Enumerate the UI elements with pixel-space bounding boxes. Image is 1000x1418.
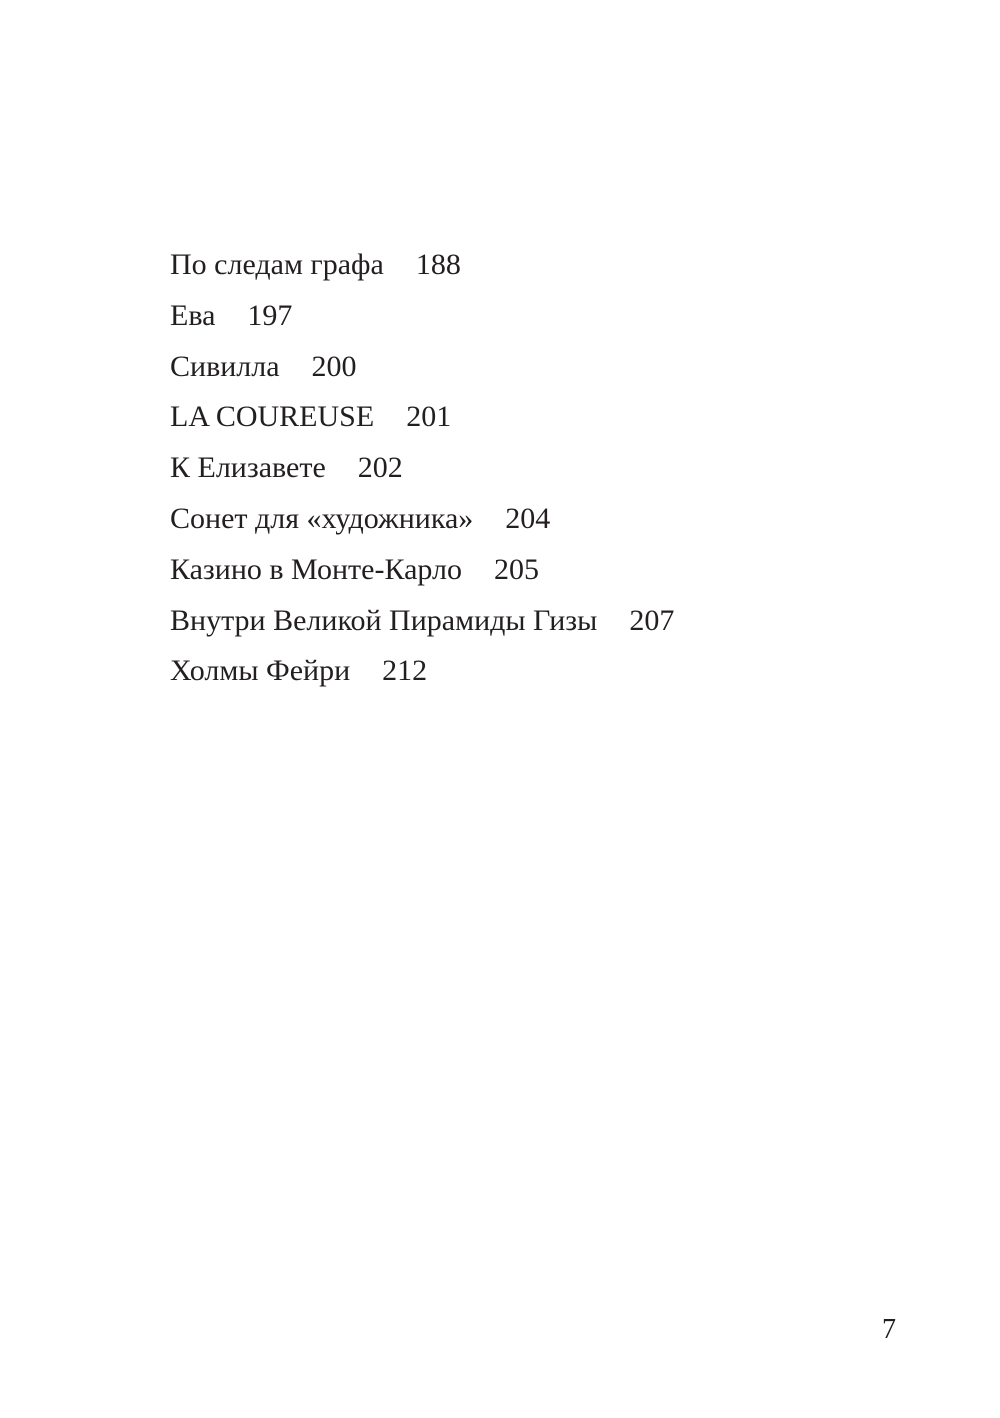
toc-entry [170, 646, 674, 697]
toc-entry-title: К Елизавете [170, 451, 326, 485]
toc-entry-title: Ева [170, 298, 216, 332]
toc-entry [170, 342, 674, 393]
toc-entry-title: Сивилла [170, 349, 280, 383]
toc-entry [170, 596, 674, 647]
toc-entry-page: 201 [406, 400, 452, 434]
toc-entry [170, 392, 674, 443]
toc-entry-page: 204 [505, 501, 551, 535]
toc-entry-title: Сонет для «художника» [170, 501, 474, 535]
toc-entry-title: Внутри Великой Пирамиды Гизы [170, 603, 598, 637]
toc-entry-page: 207 [629, 603, 675, 637]
toc-entry-page: 188 [415, 248, 461, 281]
toc-entry [170, 291, 674, 342]
toc-entry-page: 205 [493, 552, 539, 586]
toc-entry-page: 200 [311, 349, 357, 383]
toc-entry [170, 494, 674, 545]
toc-entry [170, 240, 674, 291]
toc-entry-title: LA COUREUSE [170, 400, 375, 434]
toc-entry-page: 202 [357, 451, 403, 485]
page-number: 7 [882, 1314, 896, 1345]
toc-entry-title: Казино в Монте-Карло [170, 552, 462, 586]
toc-entry-title: Холмы Фейри [170, 654, 351, 688]
toc-entry [170, 443, 674, 494]
toc-entry-title: По следам графа [170, 248, 384, 281]
toc-entry-page: 197 [247, 298, 293, 332]
toc-entry-page: 212 [382, 654, 428, 688]
table-of-contents [170, 240, 674, 697]
toc-entry [170, 545, 674, 596]
